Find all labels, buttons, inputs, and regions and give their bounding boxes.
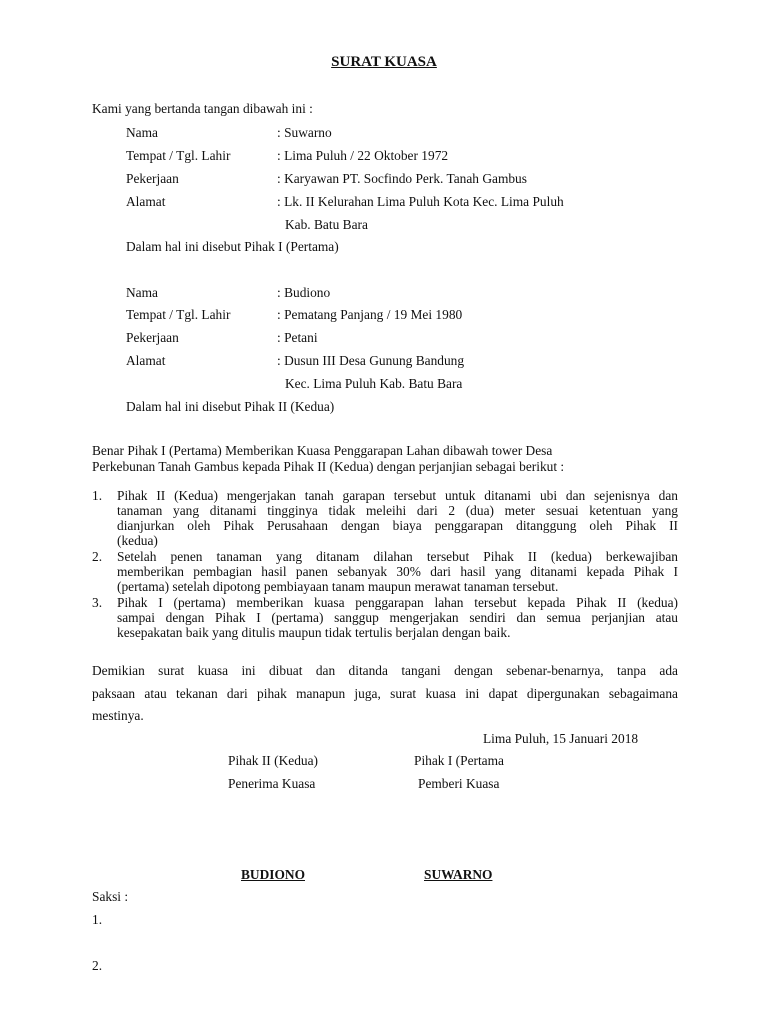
term-3-number: 3.: [92, 595, 103, 610]
party-1-job-value: : Karyawan PT. Socfindo Perk. Tanah Gambus: [277, 171, 527, 186]
party-2-birth-label: Tempat / Tgl. Lahir: [126, 307, 231, 322]
term-1-line-2: tanaman yang ditanami tingginya tidak meleihi dari 2 (dua) meter sesuai ketentuan yang: [117, 503, 678, 518]
party-1-birth-label: Tempat / Tgl. Lahir: [126, 148, 231, 163]
party-1-name-value: : Suwarno: [277, 125, 332, 140]
signature-left-title: Penerima Kuasa: [228, 776, 316, 791]
term-1-line-1: Pihak II (Kedua) mengerjakan tanah garapan tersebut untuk ditanami ubi dan sejenisnya dan: [117, 488, 678, 503]
party-2-name-label: Nama: [126, 285, 158, 300]
party-2-job-value: : Petani: [277, 330, 318, 345]
party-2-name-value: : Budiono: [277, 285, 331, 300]
intro-text: Kami yang bertanda tangan dibawah ini :: [92, 101, 313, 116]
party-1-designation: Dalam hal ini disebut Pihak I (Pertama): [126, 239, 339, 254]
signature-left-name: BUDIONO: [241, 867, 305, 882]
party-2-job-label: Pekerjaan: [126, 330, 179, 345]
party-1-address-value: : Lk. II Kelurahan Lima Puluh Kota Kec. Lima Puluh: [277, 194, 564, 209]
term-2-line-3: (pertama) setelah dipotong pembiayaan tanam maupun merawat tanaman tersebut.: [117, 579, 559, 594]
closing-line-3: mestinya.: [92, 708, 144, 723]
party-2-address-label: Alamat: [126, 353, 166, 368]
term-3-line-3: kesepakatan baik yang ditulis maupun tidak tertulis berjalan dengan baik.: [117, 625, 511, 640]
term-3-line-2: sampai dengan Pihak I (pertama) sanggup mengerjakan sendiri dan semua perjanjian atau: [117, 610, 678, 625]
party-1-name-label: Nama: [126, 125, 158, 140]
signature-right-title: Pemberi Kuasa: [418, 776, 500, 791]
statement-line-2: Perkebunan Tanah Gambus kepada Pihak II (Kedua) dengan perjanjian sebagai berikut :: [92, 459, 565, 474]
term-1-line-4: (kedua): [117, 533, 158, 548]
closing-line-2: paksaan atau tekanan dari pihak manapun juga, surat kuasa ini dapat dipergunakan sebagaimana: [92, 686, 678, 701]
signature-left-role: Pihak II (Kedua): [228, 753, 318, 768]
term-2-line-1: Setelah penen tanaman yang ditanam dilahan tersebut Pihak II (kedua) berkewajiban: [117, 549, 678, 564]
party-2-designation: Dalam hal ini disebut Pihak II (Kedua): [126, 399, 335, 414]
party-1-address-label: Alamat: [126, 194, 166, 209]
party-1-job-label: Pekerjaan: [126, 171, 179, 186]
document-title: SURAT KUASA: [331, 54, 437, 70]
term-2-line-2: memberikan pembagian hasil panen sebanyak 30% dari hasil yang ditanami kepada Pihak I: [117, 564, 678, 579]
party-2-address-cont: Kec. Lima Puluh Kab. Batu Bara: [285, 376, 463, 391]
term-1-number: 1.: [92, 488, 103, 503]
term-3-line-1: Pihak I (pertama) memberikan kuasa penggarapan lahan tersebut kepada Pihak II (kedua): [117, 595, 678, 610]
term-1-line-3: dianjurkan oleh Pihak Perusahaan dengan biaya penggarapan ditanggung oleh Pihak II: [117, 518, 678, 533]
party-1-birth-value: : Lima Puluh / 22 Oktober 1972: [277, 148, 449, 163]
statement-line-1: Benar Pihak I (Pertama) Memberikan Kuasa Penggarapan Lahan dibawah tower Desa: [92, 443, 553, 458]
witness-label: Saksi :: [92, 889, 129, 904]
signature-right-name: SUWARNO: [424, 867, 493, 882]
party-1-address-cont: Kab. Batu Bara: [285, 217, 368, 232]
party-2-address-value: : Dusun III Desa Gunung Bandung: [277, 353, 465, 368]
witness-item-1: 1.: [92, 912, 103, 927]
signature-right-role: Pihak I (Pertama: [414, 753, 504, 768]
closing-line-1: Demikian surat kuasa ini dibuat dan ditanda tangani dengan sebenar-benarnya, tanpa ada: [92, 663, 678, 678]
place-date: Lima Puluh, 15 Januari 2018: [483, 731, 639, 746]
term-2-number: 2.: [92, 549, 103, 564]
witness-item-2: 2.: [92, 958, 103, 973]
party-2-birth-value: : Pematang Panjang / 19 Mei 1980: [277, 307, 463, 322]
